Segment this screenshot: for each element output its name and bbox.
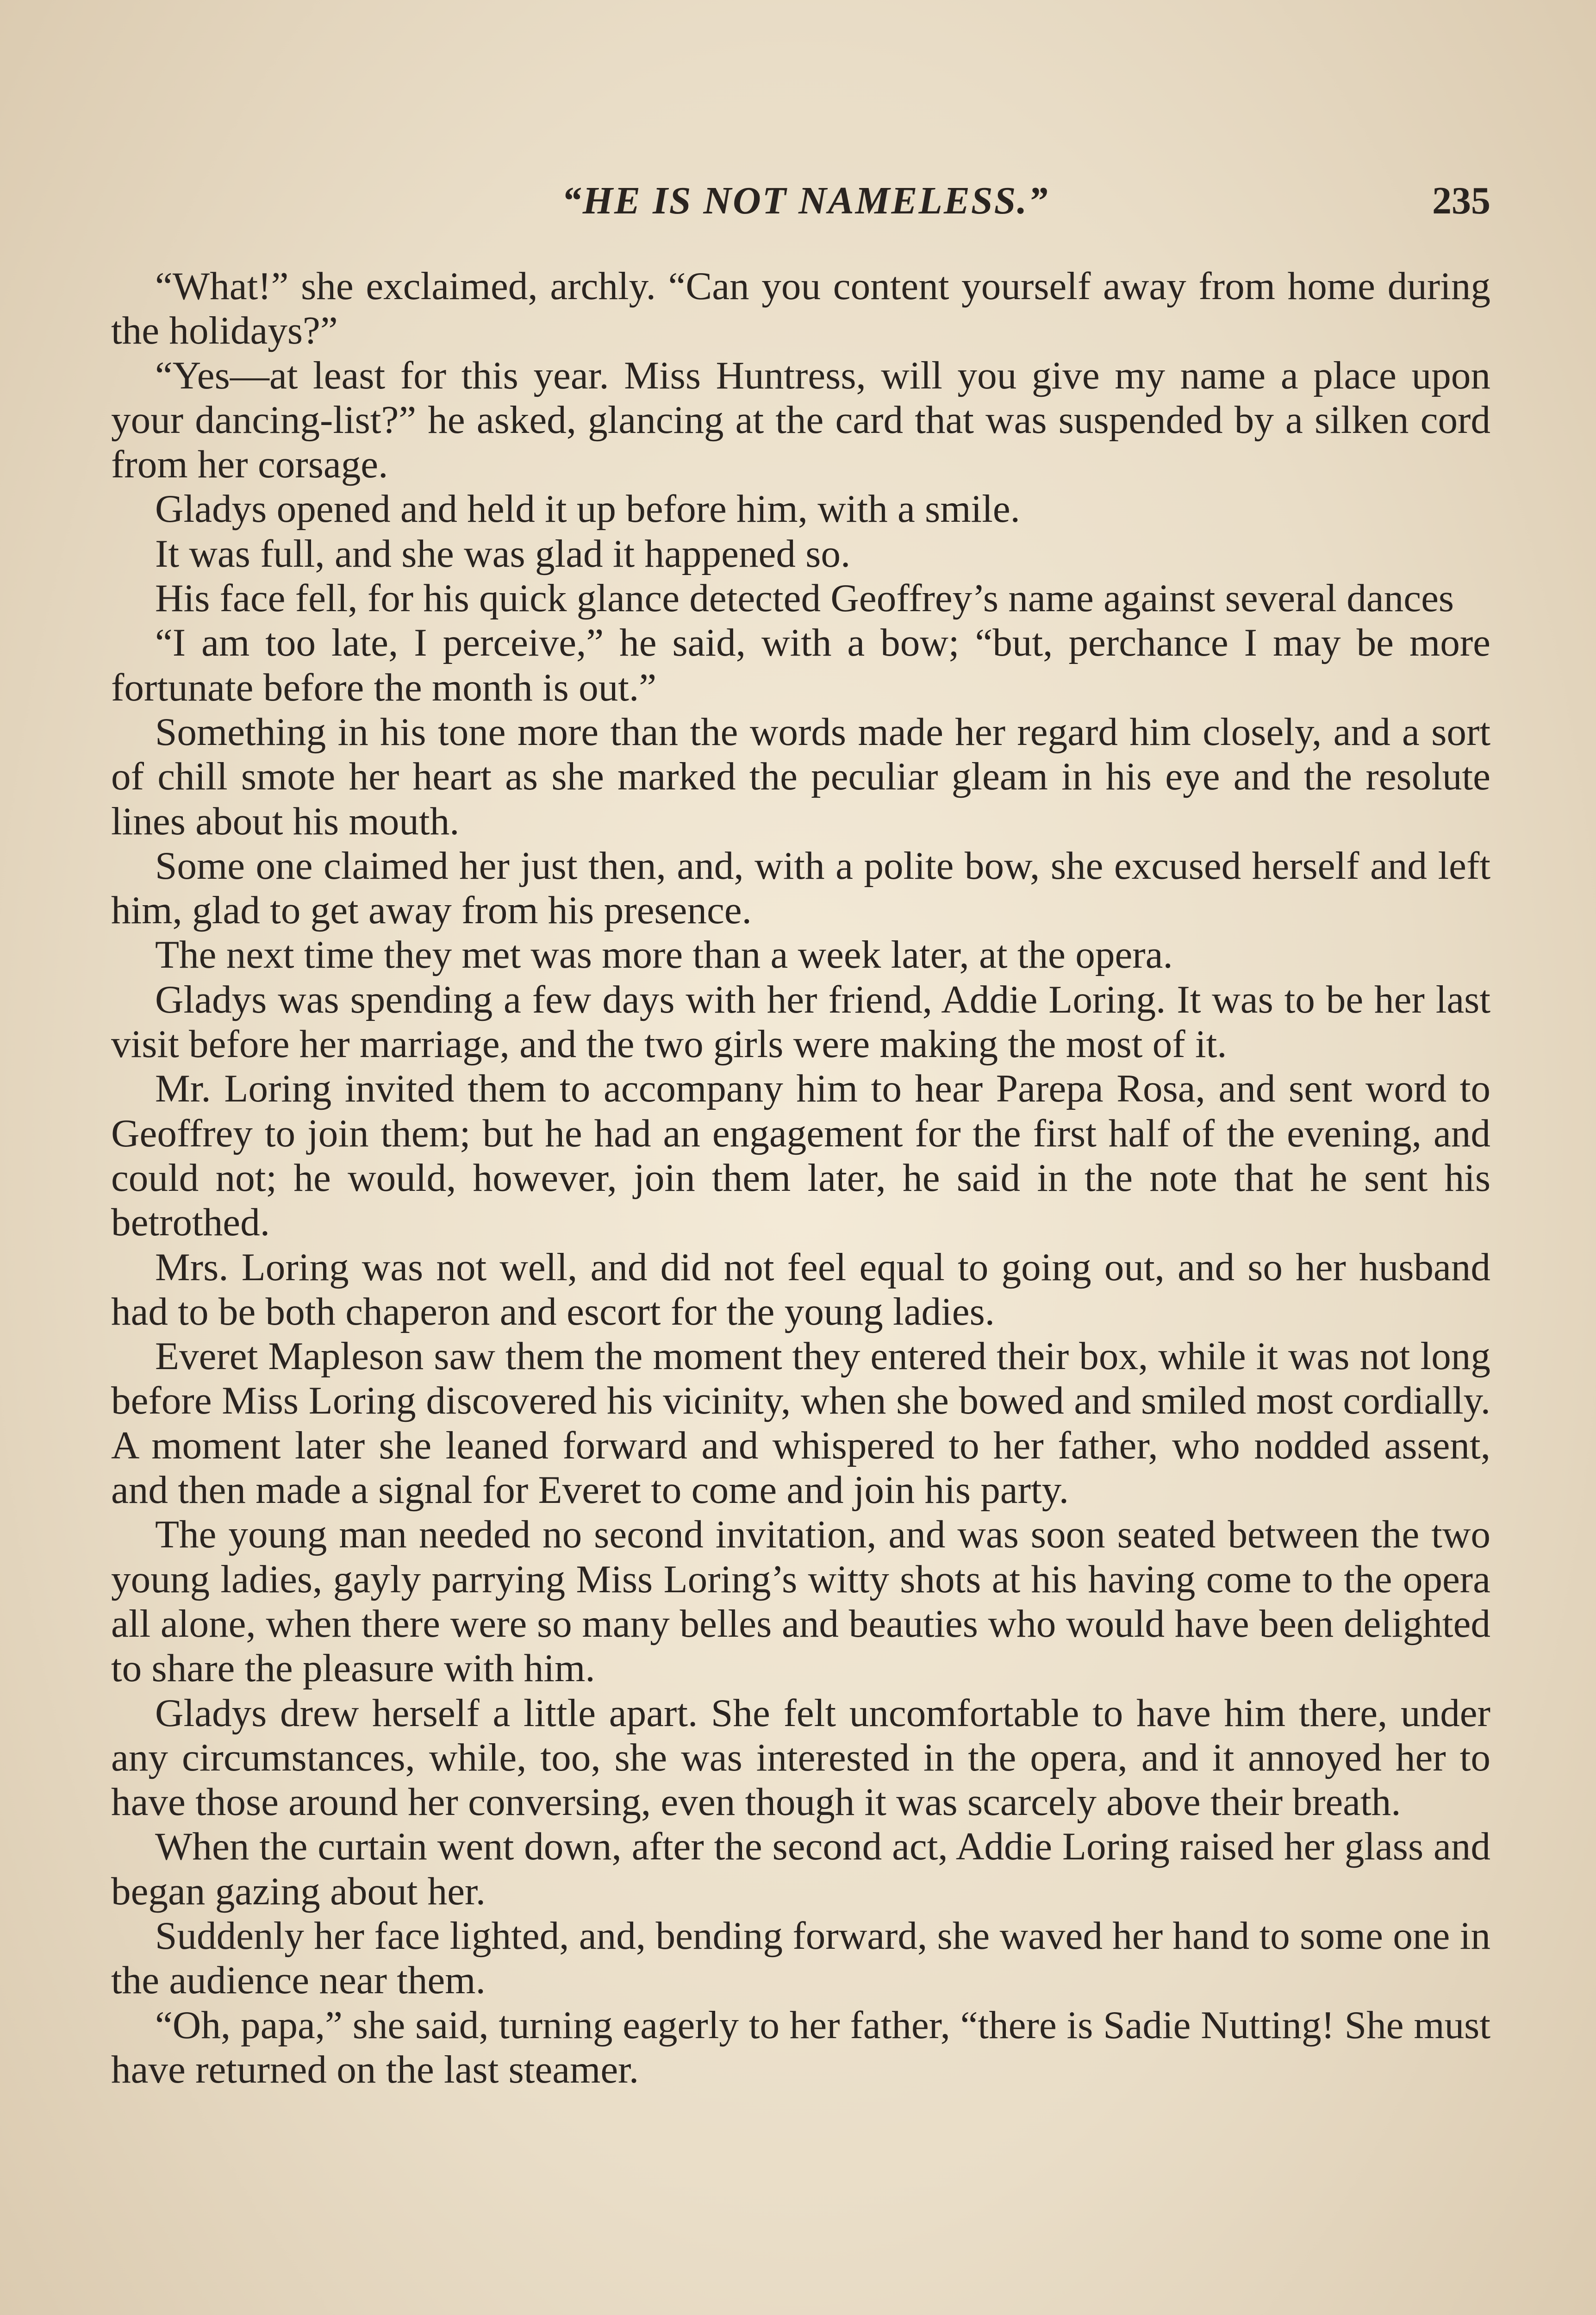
paragraph: When the curtain went down, after the second act, Addie Loring raised her glass and began gazing about her.: [111, 1825, 1490, 1913]
paragraph: Gladys drew herself a little apart. She felt uncomfortable to have him there, under any circumstances, while, too, she was interested in the opera, and it annoyed her to have those around her conversing, even though it was scarcely above their breath.: [111, 1691, 1490, 1824]
paragraph: It was full, and she was glad it happened so.: [155, 532, 851, 576]
paragraph: Gladys opened and held it up before him, with a smile.: [155, 487, 1020, 531]
page-number: 235: [1432, 179, 1490, 222]
paragraph: Mr. Loring invited them to accompany him to hear Parepa Rosa, and sent word to Geoffrey to join them; but he had an engagement for the first half of the evening, and could not; he would, however, join them later, he said in the note that he sent his betrothed.: [111, 1067, 1490, 1245]
page-header: [120, 178, 1490, 238]
paragraph: The next time they met was more than a week later, at the opera.: [155, 933, 1173, 977]
paragraph: His face fell, for his quick glance detected Geoffrey’s name against several dances: [155, 576, 1454, 620]
paragraph: Mrs. Loring was not well, and did not feel equal to going out, and so her husband had to be both chaperon and escort for the young ladies.: [111, 1245, 1490, 1333]
paragraph: Some one claimed her just then, and, with a polite bow, she excused herself and left him, glad to get away from his presence.: [111, 844, 1490, 932]
paragraph: “Oh, papa,” she said, turning eagerly to her father, “there is Sadie Nutting! She must have returned on the last steamer.: [111, 2003, 1490, 2091]
body-text: [111, 264, 1490, 2092]
paragraph: Gladys was spending a few days with her friend, Addie Loring. It was to be her last visit before her marriage, and the two girls were making the most of it.: [111, 977, 1490, 1066]
paragraph: “I am too late, I perceive,” he said, with a bow; “but, perchance I may be more fortunate before the month is out.”: [111, 621, 1490, 709]
paragraph: “Yes—at least for this year. Miss Huntress, will you give my name a place upon your dancing-list?” he asked, glancing at the card that was suspended by a silken cord from her corsage.: [111, 353, 1490, 487]
paragraph: Everet Mapleson saw them the moment they entered their box, while it was not long before Miss Loring discovered his vicinity, when she bowed and smiled most cordially. A moment later she leaned forward and whispered to her father, who nodded assent, and then made a signal for Everet to come and join his party.: [111, 1334, 1490, 1512]
paragraph: “What!” she exclaimed, archly. “Can you content yourself away from home during the holidays?”: [111, 264, 1490, 353]
paragraph: Something in his tone more than the words made her regard him closely, and a sort of chill smote her heart as she marked the peculiar gleam in his eye and the resolute lines about his mouth.: [111, 710, 1490, 843]
running-head: “HE IS NOT NAMELESS.”: [561, 179, 1049, 222]
paragraph: The young man needed no second invitation, and was soon seated between the two young ladies, gayly parrying Miss Loring’s witty shots at his having come to the opera all alone, when there were so many belles and beauties who would have been delighted to share the pleasure with him.: [111, 1513, 1490, 1690]
paragraph: Suddenly her face lighted, and, bending forward, she waved her hand to some one in the audience near them.: [111, 1914, 1490, 2002]
